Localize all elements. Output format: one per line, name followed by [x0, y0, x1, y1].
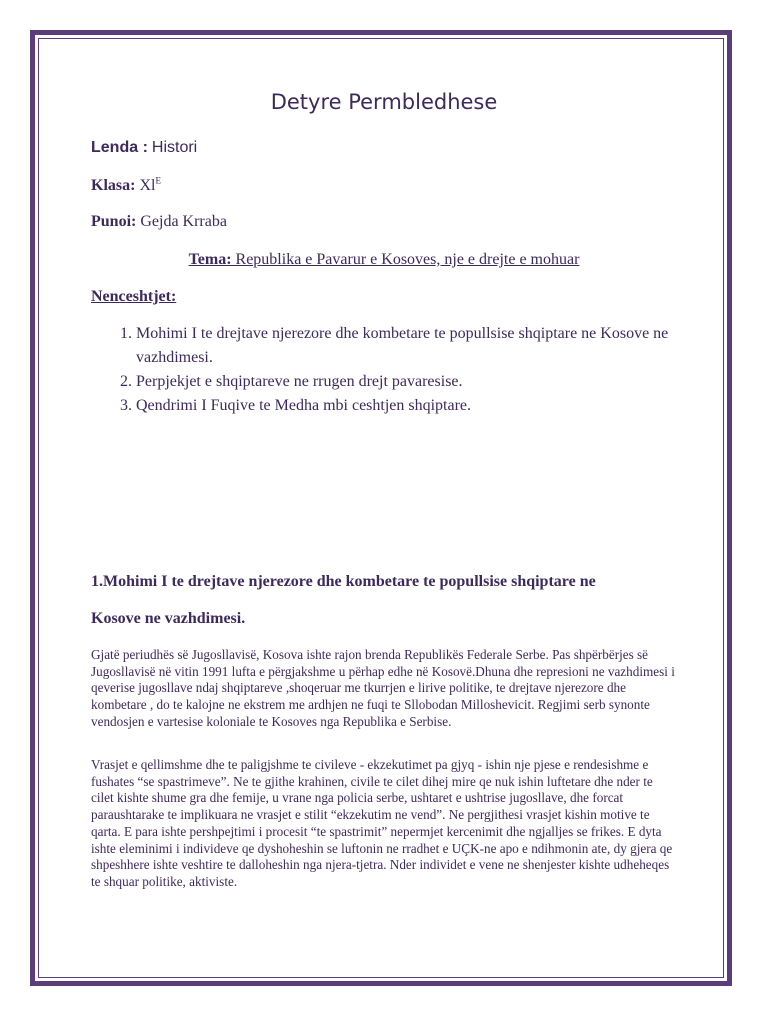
klasa-superscript: E — [155, 175, 161, 186]
nenceshtjet-heading: Nenceshtjet: — [91, 288, 177, 305]
list-item: 2. Perpjekjet e shqiptareve ne rrugen drejt pavaresise. — [136, 370, 716, 394]
section-heading-line2: Kosove ne vazhdimesi. — [91, 610, 246, 627]
section-heading-line1: 1.Mohimi I te drejtave njerezore dhe kombetare te popullsise shqiptare ne — [91, 573, 596, 590]
punoi-label: Punoi: — [91, 213, 137, 230]
nenceshtjet-list — [91, 322, 716, 418]
section-paragraph-1: Gjatë periudhës së Jugosllavisë, Kosova ishte rajon brenda Republikës Federale Serbe. Pas shpërbërjes së Jugosllavisë në vitin 1991 lufta e përgjakshme u përhap edhe në Kosovë.Dhuna dhe represioni ne vazhdimesi i qeverise jugosllave ndaj shqiptareve ,shoqeruar me tkurrjen e lirive politike, te drejtave njerezore dhe kombetare , do te kalojne ne ekstrem me ardhjen ne fuqi te Sllobodan Milloshevicit. Regjimi serb synonte vendosjen e vartesise koloniale te Kosoves nga Republika e Serbise. — [91, 647, 675, 729]
klasa-value: Xl — [139, 177, 156, 194]
lenda-line — [91, 139, 197, 157]
klasa-label: Klasa: — [91, 177, 136, 194]
punoi-value: Gejda Krraba — [140, 213, 227, 230]
tema-label: Tema: — [188, 251, 232, 268]
lenda-label: Lenda : — [91, 139, 148, 156]
list-item: 3. Qendrimi I Fuqive te Medha mbi ceshtjen shqiptare. — [136, 394, 716, 418]
lenda-value: Histori — [151, 139, 198, 156]
document-title: Detyre Permbledhese — [270, 90, 498, 114]
tema-value: Republika e Pavarur e Kosoves, nje e drejte e mohuar — [235, 251, 580, 268]
tema-line — [0, 251, 768, 269]
punoi-line — [91, 213, 227, 231]
klasa-line — [91, 177, 161, 195]
section-paragraph-2: Vrasjet e qellimshme dhe te paligjshme te civileve - ekzekutimet pa gjyq - ishin nje pjese e rendesishme e fushates “se spastrimeve”. Ne te gjithe krahinen, civile te cilet dihej mire qe nuk ishin luftetare dhe nder te cilet kishte shume gra dhe femije, u vrane nga policia serbe, ushtaret e ushtrise jugosllave, dhe forcat paraushtarake te implikuara ne vrasjet e stilit “ekzekutim ne vend”. Ne pergjithesi vrasjet kishin motive te qarta. E para ishte pershpejtimi i procesit “te spastrimit” nepermjet kercenimit dhe ngjalljes se frikes. E dyta ishte eleminimi i individeve qe dyshoheshin se luftonin ne rradhet e UÇK-ne apo e ndihmonin ate, dy gjera qe shpeshhere ishte veshtire te dalloheshin nga njera-tjetra. Nder individet e vene ne shenjester kishte udheheqes te shquar politike, aktiviste. — [91, 757, 673, 889]
list-item: 1. Mohimi I te drejtave njerezore dhe kombetare te popullsise shqiptare ne Kosove ne vazhdimesi. — [136, 322, 716, 370]
